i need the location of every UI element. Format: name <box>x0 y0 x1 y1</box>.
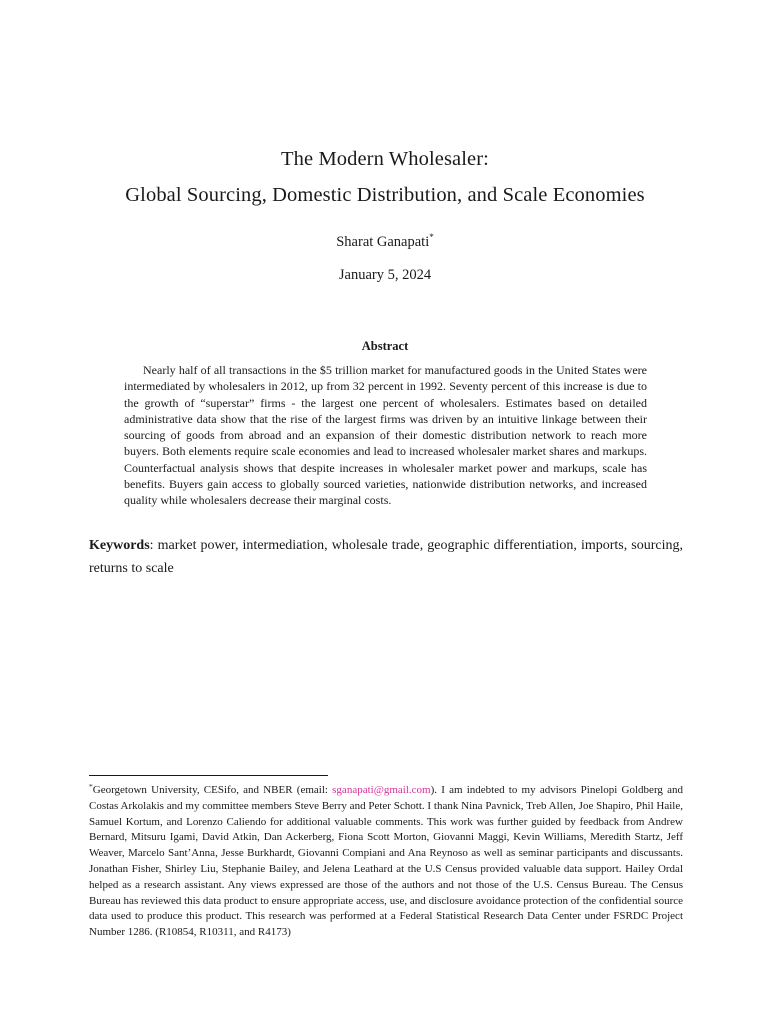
author-name: Sharat Ganapati <box>336 234 430 250</box>
keywords-paragraph <box>89 535 683 580</box>
footnote-mark: * <box>89 782 93 791</box>
paper-title-line-1: The Modern Wholesaler: <box>281 148 489 170</box>
footnote <box>89 779 683 941</box>
footnote-rule <box>89 775 328 776</box>
paper-date: January 5, 2024 <box>338 267 432 283</box>
paper-title-line-2: Global Sourcing, Domestic Distribution, and Scale Economies <box>125 184 645 206</box>
keywords-text: : market power, intermediation, wholesale trade, geographic differentiation, imports, sourcing, returns to scale <box>89 538 683 576</box>
keywords-label: Keywords <box>89 538 150 553</box>
author-line <box>0 232 770 251</box>
abstract-heading: Abstract <box>361 339 409 353</box>
footnote-affiliation: Georgetown University, CESifo, and NBER (email: <box>92 784 333 796</box>
footnote-acknowledgements: ). I am indebted to my advisors Pinelopi Goldberg and Costas Arkolakis and my committee members Steve Berry and Peter Schott. I thank Nina Pavnick, Treb Allen, Joe Shapiro, Phil Haile, Samuel Kortum, and Lorenzo Caliendo for additional valuable comments. This work was further guided by feedback from Andrew Bernard, Mitsuru Igami, David Atkin, Dan Ackerberg, Fiona Scott Morton, Giovanni Maggi, Kevin Williams, Meredith Startz, Jeff Weaver, Marcelo Sant’Anna, Jesse Burkhardt, Giovanni Compiani and Ana Reynoso as well as seminar participants and discussants. Jonathan Fisher, Shirley Liu, Stephanie Bailey, and Jelena Leathard at the U.S Census provided valuable data support. Hailey Ordal helped as a research assistant. Any views expressed are those of the authors and not those of the U.S. Census Bureau. The Census Bureau has reviewed this data product to ensure appropriate access, use, and disclosure avoidance protection of the confidential source data used to produce this product. This research was performed at a Federal Statistical Research Data Center under FSRDC Project Number 1286. (R10854, R10311, and R4173) <box>89 784 683 939</box>
author-footnote-mark: * <box>429 232 434 242</box>
author-email-link[interactable]: sganapati@gmail.com <box>332 784 431 796</box>
abstract-body: Nearly half of all transactions in the $5 trillion market for manufactured goods in the United States were intermediated by wholesalers in 2012, up from 32 percent in 1992. Seventy percent of this increase is due to the growth of “superstar” firms - the largest one percent of wholesalers. Estimates based on detailed administrative data show that the rise of the largest firms was driven by an intuitive linkage between their sourcing of goods from abroad and an expansion of their domestic distribution network to reach more buyers. Both elements require scale economies and lead to increased wholesaler market shares and markups. Counterfactual analysis shows that despite increases in wholesaler market power and markups, scale has benefits. Buyers gain access to globally sourced varieties, nationwide distribution networks, and increased quality while wholesalers decrease their marginal costs. <box>124 363 647 508</box>
